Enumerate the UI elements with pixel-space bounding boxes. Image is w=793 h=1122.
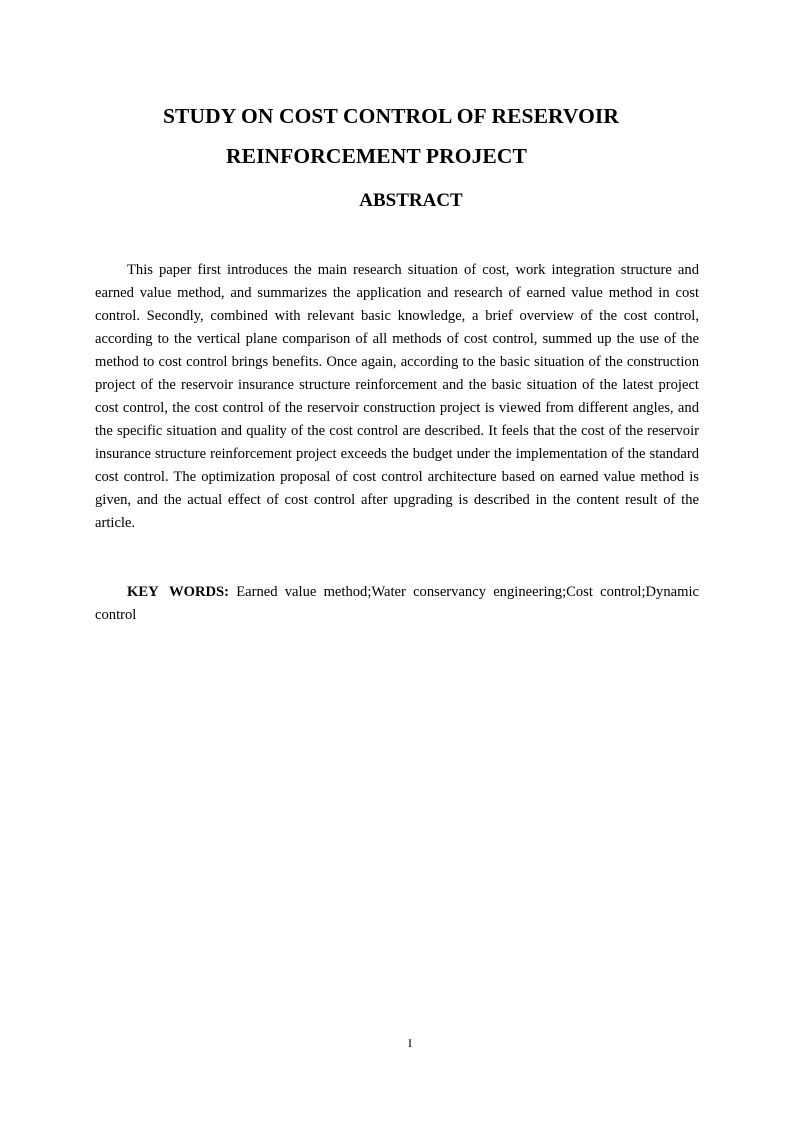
abstract-heading: ABSTRACT xyxy=(359,190,463,211)
paper-title-line-2: REINFORCEMENT PROJECT xyxy=(226,144,527,168)
paper-title-line-1: STUDY ON COST CONTROL OF RESERVOIR xyxy=(163,104,619,128)
page-number: I xyxy=(408,1036,412,1050)
keywords-paragraph xyxy=(95,581,699,627)
keywords-label: KEY WORDS: xyxy=(127,584,230,600)
abstract-body: This paper first introduces the main research situation of cost, work integration structure and earned value method, and summarizes the application and research of earned value method in cost control. Secondly, combined with relevant basic knowledge, a brief overview of the cost control, according to the vertical plane comparison of all methods of cost control, summed up the use of the method to cost control brings benefits. Once again, according to the basic situation of the construction project of the reservoir insurance structure reinforcement and the basic situation of the latest project cost control, the cost control of the reservoir construction project is viewed from different angles, and the specific situation and quality of the cost control are described. It feels that the cost of the reservoir insurance structure reinforcement project exceeds the budget under the implementation of the standard cost control. The optimization proposal of cost control architecture based on earned value method is given, and the actual effect of cost control after upgrading is described in the content result of the article. xyxy=(95,262,699,531)
keywords-text: Earned value method;Water conservancy engineering;Cost control;Dynamic control xyxy=(95,584,699,623)
